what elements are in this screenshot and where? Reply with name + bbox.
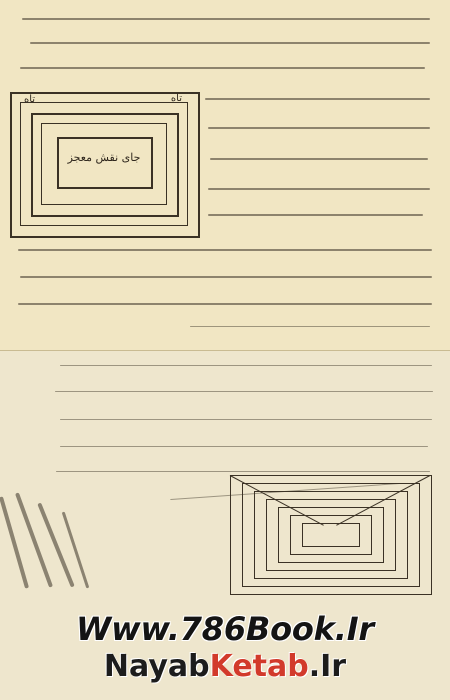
script-line: [18, 249, 432, 251]
script-line: [56, 471, 430, 472]
watermark-site-url: Www.786Book.Ir: [75, 610, 374, 648]
script-line: [20, 276, 432, 278]
watermark-brand: [0, 649, 450, 684]
script-line: [208, 127, 430, 129]
watermark-brand-part3: .Ir: [308, 649, 347, 684]
script-line: [18, 303, 432, 305]
script-line: [20, 67, 425, 69]
script-line: [208, 188, 430, 190]
script-line: [60, 446, 428, 447]
grid-talisman: [230, 475, 435, 595]
talisman-corner-label-left: تاه: [24, 94, 36, 105]
nested-square-talisman: [10, 92, 200, 238]
script-line: [190, 326, 430, 327]
script-line: [208, 214, 423, 216]
script-line: [30, 42, 430, 44]
watermark-brand-part1: Nayab: [103, 649, 210, 684]
script-line: [205, 98, 430, 100]
watermark-brand-part2: Ketab: [209, 649, 309, 684]
margin-notes: [4, 490, 99, 600]
script-line: [22, 18, 430, 20]
script-line: [55, 391, 433, 392]
talisman-corner-label-right: تاه: [170, 93, 182, 104]
script-line: [210, 158, 428, 160]
script-line: [60, 365, 432, 366]
script-line: [60, 419, 432, 420]
talisman-center-text: جای نقش معجز: [67, 151, 141, 164]
